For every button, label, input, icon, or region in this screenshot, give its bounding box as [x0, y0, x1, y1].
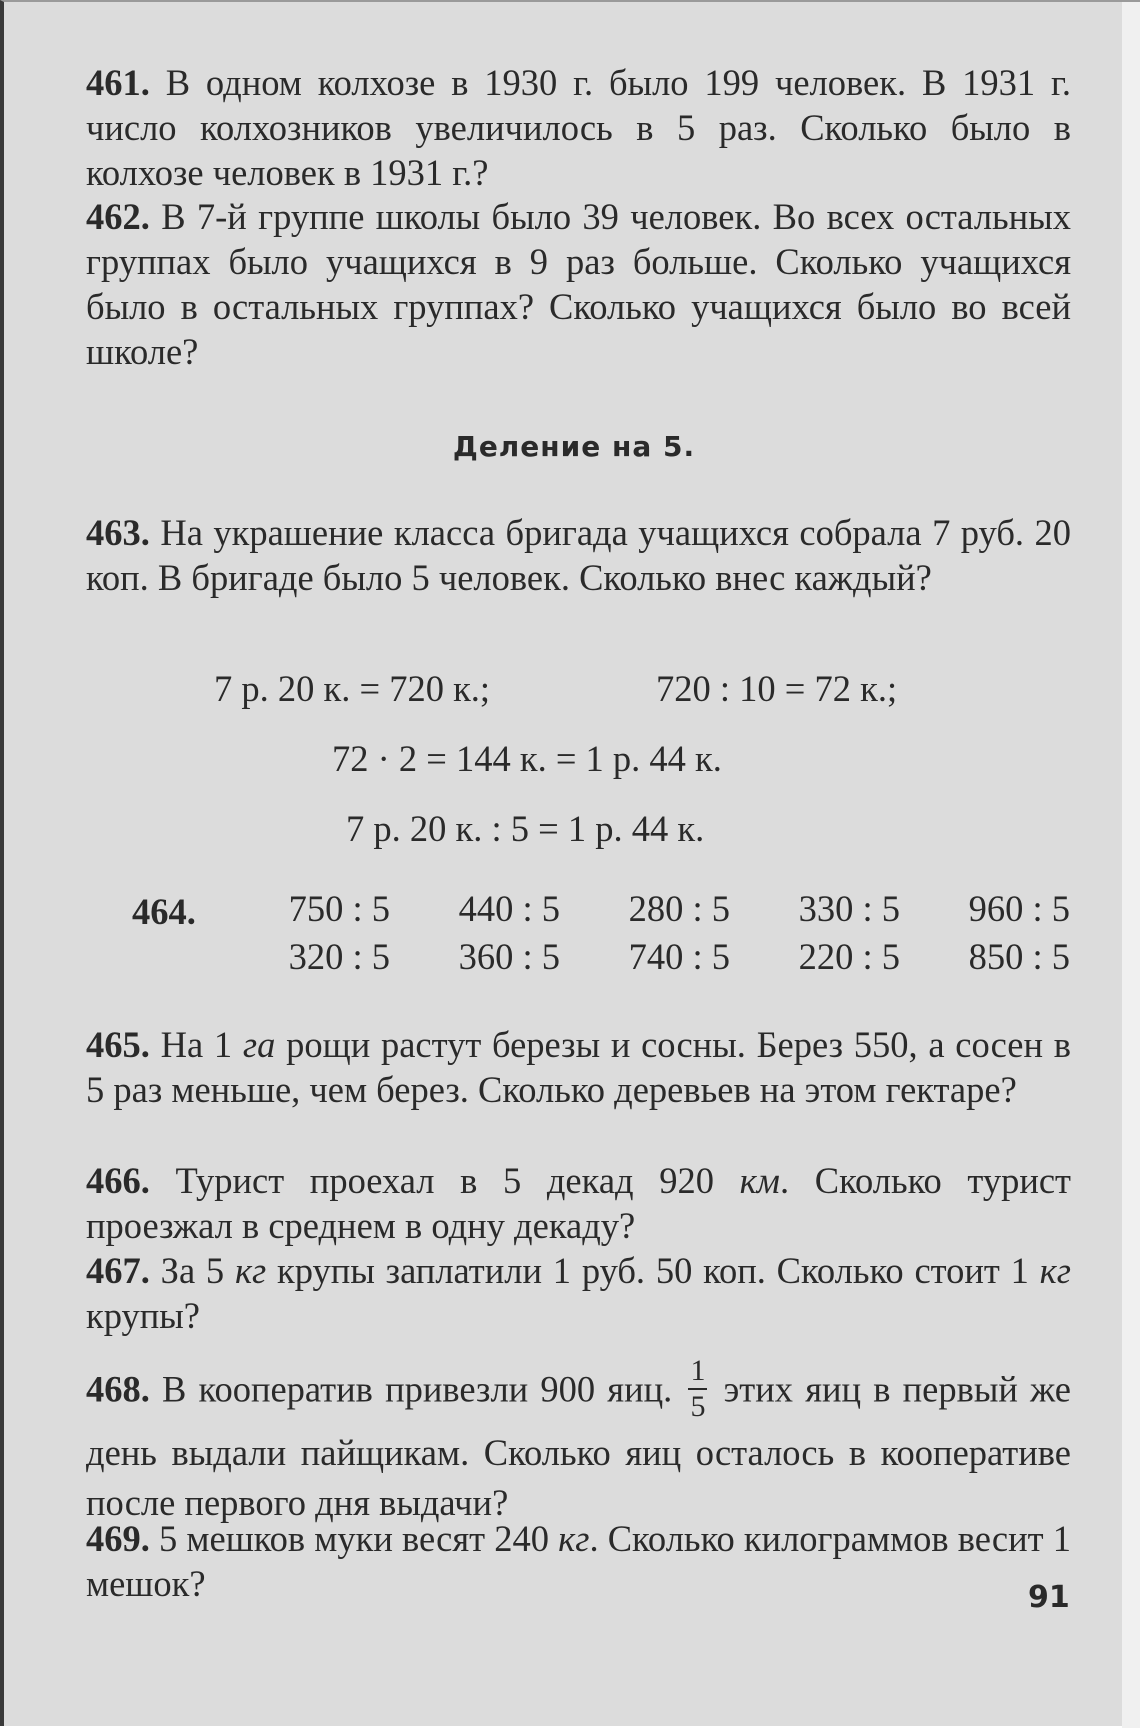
calc-line-3: 7 р. 20 к. : 5 = 1 р. 44 к.: [346, 808, 705, 849]
unit-text: кг: [558, 1518, 590, 1559]
problem-number: 466.: [86, 1160, 150, 1201]
problem-text: крупы?: [86, 1295, 201, 1336]
problem-number-464: 464.: [132, 891, 196, 932]
calc-line-1a: 7 р. 20 к. = 720 к.;: [214, 668, 491, 709]
unit-text: кг: [1039, 1250, 1071, 1291]
problem-number: 461.: [86, 62, 150, 103]
problem-text: этих яиц в первый же день выдали пайщикам. Сколько яиц осталось в кооперативе после первого дня выдачи?: [86, 1368, 1071, 1523]
exercise-item: 360 : 5: [458, 936, 560, 977]
problem-text: В кооператив привезли 900 яиц.: [149, 1368, 685, 1410]
page-number: 91: [1028, 1580, 1070, 1615]
problem-text: рощи растут березы и сосны. Берез 550, а сосен в 5 раз меньше, чем берез. Сколько деревьев на этом гектаре?: [86, 1024, 1071, 1110]
problem-text: крупы заплатили 1 руб. 50 коп. Сколько стоит 1: [266, 1250, 1040, 1291]
problem-467: [86, 1248, 1071, 1338]
exercise-item: 330 : 5: [798, 888, 900, 929]
problem-text: В 7-й группе школы было 39 человек. Во всех остальных группах было учащихся в 9 раз больше. Сколько учащихся было в остальных группах? Сколько учащихся было во всей школе?: [86, 196, 1071, 372]
problem-text: За 5: [149, 1250, 235, 1291]
section-heading: Деление на 5.: [452, 430, 696, 463]
unit-text: га: [242, 1024, 276, 1065]
problem-469: [86, 1516, 1071, 1606]
exercise-item: 960 : 5: [968, 888, 1070, 929]
fraction: [688, 1354, 707, 1424]
problem-468: [86, 1354, 1071, 1528]
problem-text: В одном колхозе в 1930 г. было 199 человек. В 1931 г. число колхозников увеличилось в 5 раз. Сколько было в колхозе человек в 1931 г.?: [86, 62, 1071, 193]
calc-line-2: 72 · 2 = 144 к. = 1 р. 44 к.: [332, 738, 722, 779]
problem-462: [86, 194, 1071, 374]
exercise-item: 750 : 5: [288, 888, 390, 929]
calc-line-1b: 720 : 10 = 72 к.;: [656, 668, 898, 709]
problem-text: На украшение класса бригада учащихся собрала 7 руб. 20 коп. В бригаде было 5 человек. Сколько внес каждый?: [86, 512, 1071, 598]
problem-text: На 1: [149, 1024, 243, 1065]
exercise-item: 220 : 5: [798, 936, 900, 977]
problem-text: 5 мешков муки весят 240: [149, 1518, 559, 1559]
page-edge: [1122, 2, 1140, 1728]
exercise-item: 440 : 5: [458, 888, 560, 929]
problem-number: 468.: [86, 1368, 150, 1410]
problem-463: [86, 510, 1071, 600]
exercise-item: 280 : 5: [628, 888, 730, 929]
unit-text: кг: [234, 1250, 267, 1291]
problem-text: . Сколько килограммов весит 1 мешок?: [86, 1518, 1071, 1604]
problem-number: 465.: [86, 1024, 150, 1065]
problem-461: [86, 60, 1071, 195]
problem-465: [86, 1022, 1071, 1112]
problem-466: [86, 1158, 1071, 1248]
fraction-numerator: 1: [688, 1354, 707, 1390]
problem-number: 462.: [86, 196, 150, 237]
fraction-denominator: 5: [690, 1390, 706, 1423]
problem-text: Турист проехал в 5 декад 920: [149, 1160, 740, 1201]
problem-text: . Сколько турист проезжал в среднем в одну декаду?: [86, 1160, 1072, 1246]
unit-text: км: [739, 1160, 780, 1201]
problem-number: 467.: [86, 1250, 150, 1291]
exercise-grid-464: [232, 888, 1082, 978]
problem-number: 463.: [86, 512, 150, 553]
exercise-item: 320 : 5: [288, 936, 390, 977]
exercise-item: 740 : 5: [628, 936, 730, 977]
exercise-item: 850 : 5: [968, 936, 1070, 977]
problem-number: 469.: [86, 1518, 150, 1559]
